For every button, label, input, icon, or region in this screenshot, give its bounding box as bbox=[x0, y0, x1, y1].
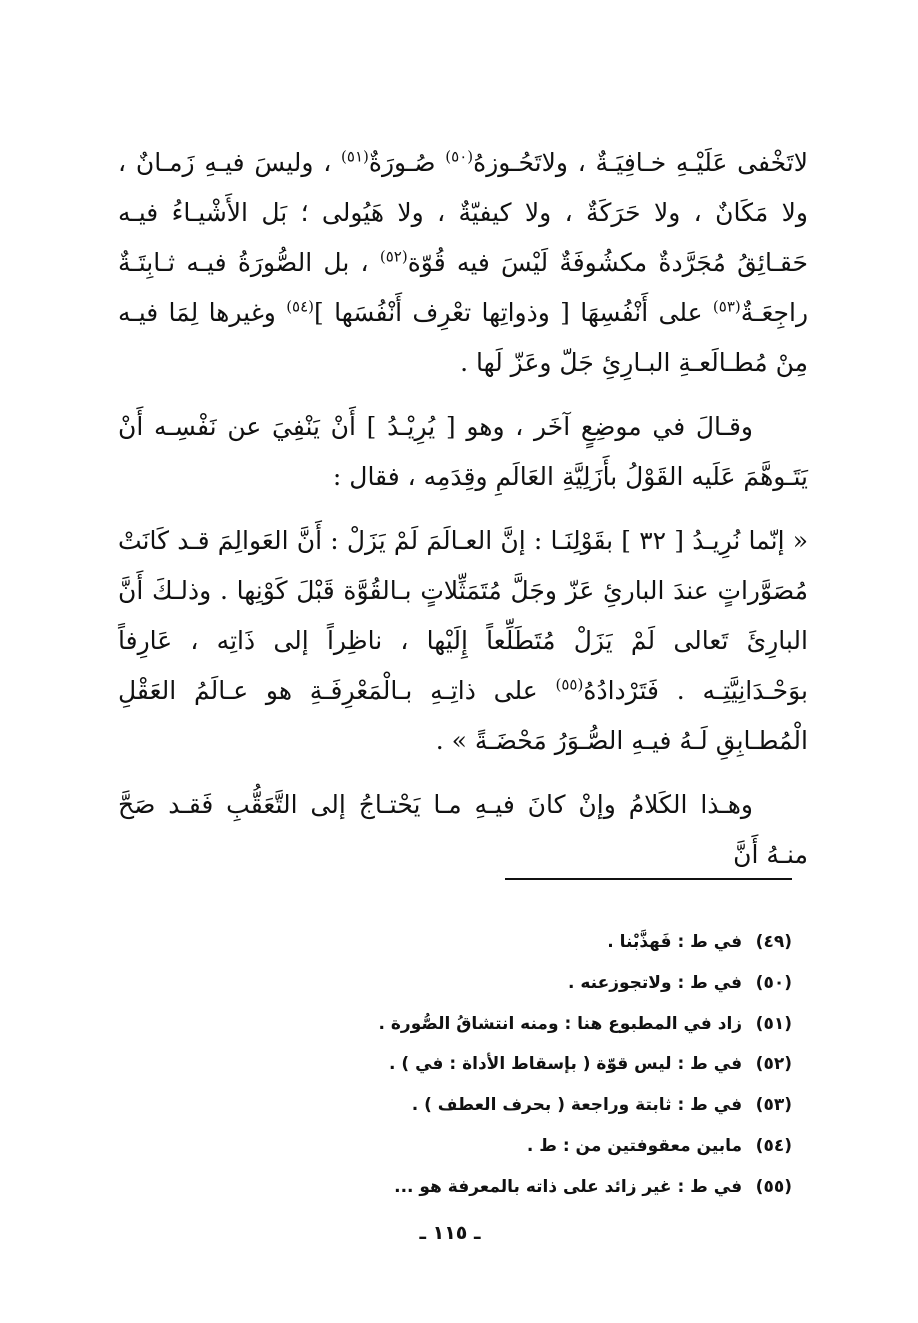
footnote-54 bbox=[272, 1126, 792, 1167]
footnote-53 bbox=[272, 1085, 792, 1126]
footnote-55 bbox=[272, 1167, 792, 1208]
footnote-51 bbox=[272, 1004, 792, 1045]
footnote-reference: (٥٢) bbox=[379, 247, 408, 266]
main-text bbox=[118, 138, 808, 894]
footnote-number: (٤٩) bbox=[755, 932, 792, 952]
footnote-reference: (٥٥) bbox=[555, 675, 584, 694]
footnote-number: (٥٥) bbox=[755, 1176, 792, 1197]
footnote-number: (٥٤) bbox=[755, 1135, 792, 1156]
footnote-number: (٥٣) bbox=[755, 1095, 792, 1116]
footnote-text: مابين معقوفتين من : ط . bbox=[526, 1135, 743, 1156]
text-segment: ، وليسَ فيـهِ زَمـانٌ ، ولا مَكَانٌ ، ولا حَرَكَةٌ ، ولا كيفيّةٌ ، ولا هَيُولى ؛ بَل الأَشْيـاءُ فيـه حَقـائِقُ مُجَرَّدةٌ مكشُوفَةٌ لَيْسَ فيه قُوّة bbox=[118, 148, 808, 277]
paragraph-4 bbox=[118, 780, 808, 880]
text-segment: صُـورَةٌ bbox=[368, 148, 446, 177]
footnote-text: في ط : ليس قوّة ( بإسقاط الأداة : في ) . bbox=[389, 1054, 743, 1075]
footnote-reference: (٥٣) bbox=[712, 297, 741, 316]
footnote-text: في ط : غير زائد على ذاته بالمعرفة هو ... bbox=[394, 1176, 743, 1197]
text-segment: على أَنْفُسِهَا [ وذواتِها تعْرِف أَنْفُسَها ] bbox=[314, 298, 713, 327]
footnote-number: (٥٠) bbox=[755, 972, 792, 993]
footnote-text: في ط : ثابتة وراجعة ( بحرف العطف ) . bbox=[411, 1095, 743, 1116]
footnote-text: في ط : ولاتجوزعنه . bbox=[567, 972, 743, 993]
paragraph-3 bbox=[118, 516, 808, 766]
footnote-text: زاد في المطبوع هنا : ومنه انتشاقُ الصُّورة . bbox=[378, 1013, 743, 1034]
footnote-49 bbox=[272, 922, 792, 963]
footnote-number: (٥٢) bbox=[755, 1054, 792, 1075]
footnote-number: (٥١) bbox=[755, 1013, 792, 1034]
paragraph-2 bbox=[118, 402, 808, 502]
text-segment: لاتَخْفى عَلَيْـهِ خـافِيَـةٌ ، ولاتَحُـوزهُ bbox=[473, 148, 808, 177]
text-segment: على ذاتِـهِ بـالْمَعْرِفَـةِ هو عـالَمُ العَقْلِ الْمُطـابِقِ لَـهُ فيـهِ الصُّـوَرُ مَحْضَـةً » . bbox=[118, 676, 808, 755]
text-segment: ، بل الصُّورَةُ فيـه ثـابِتَـةٌ راجِعَـةٌ bbox=[118, 248, 809, 327]
footnotes bbox=[272, 922, 792, 1208]
footnote-reference: (٥١) bbox=[341, 147, 369, 166]
footnote-text: في ط : فَهذَّبْنا . bbox=[607, 932, 743, 952]
footnote-reference: (٥٠) bbox=[445, 147, 474, 166]
text-segment: « إنّما نُرِيـدُ [ ٣٢ ] بقَوْلِنَـا : إنَّ العـالَمَ لَمْ يَزَلْ : أَنَّ العَوالِمَ قـد كَانَتْ مُصَوَّراتٍ عندَ البارئِ عَزّ وجَلَّ مُتَمَثِّلاتٍ بـالقُوَّة قَبْلَ كَوْنِها . وذلـكَ أَنَّ البارِئَ تَعالى لَمْ يَزَلْ مُتَطَلِّعاً إِلَيْها ، ناظِراً إلى ذَاتِه ، عَارِفاً بوَحْـدَانِيَّتِـه . فَتَرْدادُهُ bbox=[118, 526, 808, 705]
footnote-reference: (٥٤) bbox=[286, 297, 315, 316]
footnote-50 bbox=[272, 963, 792, 1004]
text-segment: وغيرها لِمَا فيـه مِنْ مُطـالَعـةِ البـارِئِ جَلّ وعَزّ لَها . bbox=[118, 298, 808, 377]
paragraph-1 bbox=[118, 138, 808, 388]
footnote-divider bbox=[505, 878, 792, 880]
text-segment: وهـذا الكَلامُ وإنْ كانَ فيـهِ مـا يَحْتـاجُ إلى التَّعَقُّبِ فَقـد صَحَّ منـهُ أَنَّ bbox=[118, 790, 808, 869]
page-number: ـ ١١٥ ـ bbox=[419, 1222, 481, 1244]
text-segment: وقـالَ في موضِعٍ آخَر ، وهو [ يُرِيْـدُ ] أَنْ يَنْفِيَ عن نَفْسِـه أَنْ يَتَـوهَّمَ عَلَيه القَوْلُ بأَزَلِيَّةِ العَالَمِ وقِدَمِه ، فقال : bbox=[118, 412, 808, 491]
footnote-52 bbox=[272, 1044, 792, 1085]
